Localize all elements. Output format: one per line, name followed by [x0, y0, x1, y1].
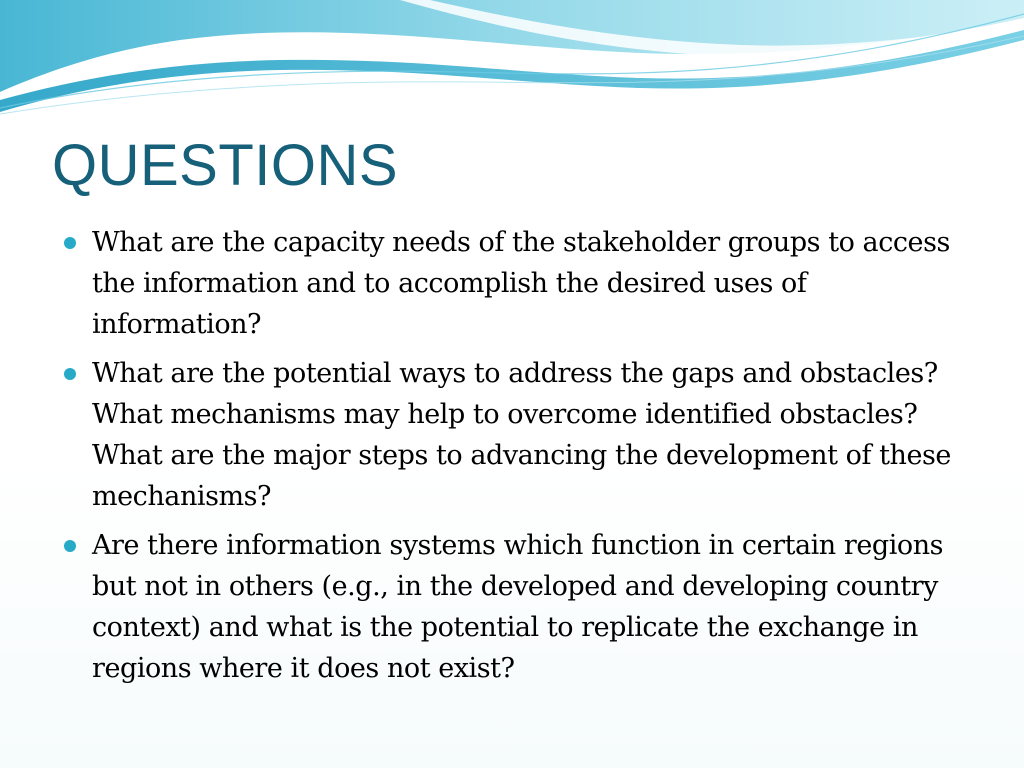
header-wave-decoration	[0, 0, 1024, 120]
bullet-item	[64, 222, 964, 345]
bullet-list	[64, 222, 964, 697]
bullet-dot-icon	[64, 237, 76, 249]
slide-title: QUESTIONS	[52, 133, 399, 198]
bullet-text: What are the potential ways to address the gaps and obstacles? What mechanisms may help to overcome identified obstacles? What are the major steps to advancing the development of these mechanisms?	[92, 358, 951, 512]
bullet-item	[64, 525, 964, 689]
bullet-dot-icon	[64, 368, 76, 380]
bullet-text: What are the capacity needs of the stakeholder groups to access the information and to accomplish the desired uses of information?	[92, 227, 950, 340]
bullet-item	[64, 353, 964, 517]
bullet-dot-icon	[64, 540, 76, 552]
bullet-text: Are there information systems which function in certain regions but not in others (e.g., in the developed and developing country context) and what is the potential to replicate the exchange in regions where it does not exist?	[92, 530, 944, 684]
